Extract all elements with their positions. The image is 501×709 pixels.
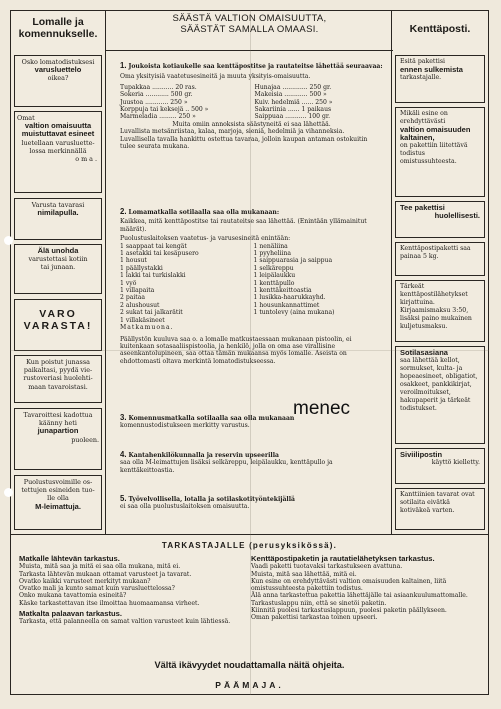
kit-item: 1 saippuarasia ja saippua (253, 257, 333, 265)
section-4 (120, 451, 383, 474)
item-right: Kuiv. hedelmiä ...... 250 » (254, 98, 333, 106)
right-header (395, 14, 485, 50)
item-left: Marmeladia ......... 250 » (120, 113, 196, 121)
left-box-8-line: lle olla (47, 494, 69, 503)
section-4-number: 4. (120, 450, 127, 459)
punch-hole (4, 488, 13, 497)
left-header-line2: komennukselle. (18, 28, 98, 40)
right-box-3 (395, 201, 485, 238)
left-box-6-line: maan tavaroistasi. (28, 382, 88, 391)
section-2-list-right (254, 243, 384, 332)
motto: Vältä ikävyydet noudattamalla näitä ohjeita. (154, 660, 345, 670)
section-2-title: Lomamatkalla sotilaalla saa olla mukanaan: (128, 209, 280, 216)
signature: PÄÄMAJA. (215, 680, 284, 690)
section-1-title: Joukoista kotiaukelle saa kenttäpostitse ja rautateitse lähettää seuraavaa: (128, 63, 383, 70)
section-2 (120, 208, 383, 365)
left-header (14, 14, 102, 50)
right-box-6-line: saa lähettää kellot, sormukset, kulta- ja hopeaesineet, obligatiot, osakkeet, pankkikirjat, veroilmoitukset, hakupaperit ja tärkeät todistukset. (400, 357, 478, 412)
left-column (11, 11, 106, 534)
section-5-title: Työvelvollisella, lotalla ja sotilaskotityöntekijällä (128, 496, 295, 503)
section-4-title: Kantahenkilökunnalla ja reservin upseerilla (128, 452, 279, 459)
inspector-right (251, 555, 483, 622)
left-box-8 (14, 475, 102, 530)
right-box-6 (395, 346, 485, 444)
return-check-line: Tarkasta, että palanneella on samat valtion varusteet kuin lähtiessä. (19, 618, 231, 626)
departure-check-line: Tarkasta lähtevän mukaan ottamat varusteet ja tavarat. (19, 570, 192, 578)
right-box-2-line: on pakettiin liitettävä todistus omistussuhteesta. (400, 142, 468, 165)
left-box-6-line: paikaltasi, pyydä vie- (23, 366, 93, 375)
departure-check-line: Ovatko mali ja kunto samat kuin varusluettelossa? (19, 585, 175, 593)
section-1-allowed-1: Luvallista metsänriistaa, kalaa, marjoja, sieniä, hedelmiä ja vihanneksia. (120, 128, 345, 136)
kit-item: 1 villakäsineet (120, 316, 165, 324)
item-right: Hunajaa ............. 250 gr. (254, 83, 332, 91)
left-box-4-line: Älä unohda (37, 246, 79, 255)
left-box-4-line: varustettasi kotiin (28, 255, 88, 264)
right-box-8 (395, 488, 485, 530)
right-box-1-line: ennen sulkemista (400, 65, 463, 74)
kit-item: 1 pyyheliina (253, 250, 292, 258)
right-box-1-line: tarkastajalle. (400, 74, 442, 81)
inspector-left (19, 555, 244, 626)
right-box-1-line: Esitä pakettisi (400, 58, 445, 65)
right-box-4-line: Kenttäpostipaketti saa (400, 245, 471, 252)
fold-crease-vertical (250, 10, 251, 695)
right-box-3-line: Tee pakettisi (400, 203, 445, 212)
kit-item: 1 asetakki tai kesäpusero (120, 250, 199, 258)
left-box-1-line: varusluettelo (34, 65, 82, 75)
section-5 (120, 495, 383, 511)
left-header-line1: Lomalle ja (32, 16, 84, 28)
section-2-list-left (120, 243, 250, 332)
left-box-8-line: tettujen esineiden tuo- (21, 486, 95, 495)
left-box-2-line: luetellaan varusluette- (21, 138, 95, 147)
kit-item: 1 tuntolevy (aina mukana) (253, 309, 335, 317)
right-box-7-line: Siviilipostin (400, 450, 443, 459)
item-left: Korppuja tai keksejä .. 500 » (120, 106, 209, 114)
right-box-7-line: käyttö kielletty. (431, 459, 480, 466)
left-box-3-line: Varusta tavarasi (31, 201, 85, 209)
departure-check-heading: Matkalle lähtevän tarkastus. (19, 554, 120, 563)
right-header-text: Kenttäposti. (409, 23, 471, 35)
left-box-7 (14, 408, 102, 470)
left-box-4 (14, 244, 102, 294)
section-1-items (120, 84, 383, 121)
section-2-note: Päällystön kuuluva saa o. a lomalle matkustaessaan mukanaan pistoolin, ei kuitenkaan sotasaaliispistoolia, ja henkilö, jolla on oma ase virallisine aseenkantolupineen, saa ottaa tämän mukaansa myös lomalle. Aseista on ehdottomasti oltava merkintä lomatodistukseessa. (120, 335, 352, 365)
section-2-intro: Kaikkea, mitä kenttäpostitse tai rautateitse saa lähettää. (Enintään yllämainitut määrät). (120, 218, 367, 233)
left-box-6-line: Kun poistut junassa (26, 358, 90, 366)
right-box-7 (395, 448, 485, 484)
left-box-8-line: Puolustusvoimille os- (23, 478, 93, 486)
right-box-4 (395, 242, 485, 276)
kit-item: 1 kenttäpullo (253, 279, 295, 287)
center-title-line1: SÄÄSTÄ VALTION OMAISUUTTA, (172, 13, 327, 24)
item-left: Tupakkaa ........... 20 ras. (120, 83, 197, 91)
inspector-title: TARKASTAJALLE (perusyksikössä). (161, 541, 338, 550)
kit-item: 1 villapaita (120, 287, 155, 295)
right-box-5 (395, 280, 485, 342)
section-5-number: 5. (120, 494, 127, 503)
kit-item: Matkamuona. (120, 324, 174, 332)
parcel-check-heading: Kenttäpostipaketin ja rautatielähetyksen tarkastus. (251, 554, 435, 563)
kit-item: 1 vyö (120, 279, 137, 287)
left-box-4-line: tai junaan. (40, 263, 76, 272)
left-box-8-line: M-leimattuja. (35, 501, 81, 511)
kit-item: 2 paitaa (120, 294, 146, 302)
right-box-2-line: Mikäli esine on erehdyttävästi (400, 110, 448, 125)
parcel-check-line: Kiinnitä puolesi tarkastuslappuun, puolesi paketin päällykseen. (251, 607, 447, 615)
left-box-1-line: Osko lomatodistuksesi (21, 58, 95, 66)
departure-check-line: Onko mukana tavattomia esineitä? (19, 592, 127, 600)
parcel-check-line: Muista, mitä saa lähettää, mitä ei. (251, 570, 357, 578)
right-box-2-line: valtion omaisuuden kaltainen, (400, 125, 471, 142)
item-left: Sokeria ............ 500 gr. (120, 91, 193, 99)
section-3-text: komennustodistukseen merkitty varustus. (120, 422, 250, 430)
item-left: Juustoa ............ 250 » (120, 98, 188, 106)
left-box-2-line: oma. (75, 155, 99, 164)
left-box-5-line: VARO (39, 308, 77, 320)
section-3-title: Komennusmatkalla sotilaalla saa olla mukanaan (128, 415, 295, 422)
left-box-2 (14, 111, 102, 193)
right-box-6-line: Sotilasasiana (400, 348, 448, 357)
left-box-7-line: puoleen. (71, 435, 99, 444)
section-1-note: Muita omiin annoksista säästyneitä ei saa lähettää. (172, 120, 331, 128)
section-3-number: 3. (120, 413, 127, 422)
kit-item: 1 nenäliina (253, 242, 288, 250)
parcel-check-line: Älä anna tarkastettua pakettia lähettäjälle tai asiaankuulumattomalle. (251, 592, 468, 600)
departure-check-line: Muista, mitä saa ja mitä ei saa olla mukana, mitä ei. (19, 563, 181, 571)
left-box-5-line: VARASTA! (23, 320, 93, 332)
fold-crease-horizontal (10, 350, 489, 351)
departure-check-line: Ovatko kaikki varusteet merkityt mukaan? (19, 577, 151, 585)
return-check-heading: Matkalta palaavan tarkastus. (19, 609, 122, 619)
kit-item: 2 sukat tai jalkarätit (120, 309, 183, 317)
section-2-list-title: Puolustuslaitoksen vaatetus- ja varusesineitä enintään: (120, 235, 291, 243)
right-box-2 (395, 107, 485, 197)
left-box-3-line: nimilapulla. (37, 208, 79, 218)
left-box-6 (14, 355, 102, 403)
right-box-8-line: Kanttiinien tavarat ovat sotilaita eivätkä kotiväkeä varten. (400, 491, 475, 514)
right-box-3-line: huolellisesti. (434, 211, 480, 220)
right-column (391, 11, 488, 534)
kit-item: 1 housut (120, 257, 147, 265)
kit-item: 1 housunkannattimet (253, 301, 320, 309)
left-box-7-line: käänny heti (39, 419, 77, 428)
center-title-line2: SÄÄSTÄT SAMALLA OMAASI. (180, 24, 319, 35)
departure-check-line: Käske tarkastettavan itse ilmoittaa huomaamansa virheet. (19, 599, 200, 607)
right-box-4-line: painaa 5 kg. (400, 253, 439, 260)
kit-item: 1 lakki tai turkislakki (120, 272, 186, 280)
left-box-7-line: Tavaroittesi kadottua (23, 411, 93, 419)
left-box-3 (14, 198, 102, 240)
left-box-7-line: junapartion (37, 426, 79, 436)
section-1 (120, 62, 383, 150)
kit-item: 1 leipälaukku (253, 272, 296, 280)
section-1-allowed-2: Luvallisella tavalla hankittu ostettua tavaraa, jolloin kaupan antaman ostokuitin tulee seurata mukana. (120, 135, 368, 151)
kit-item: 1 kenttäkeittoastia (253, 287, 312, 295)
section-2-number: 2. (120, 207, 127, 216)
punch-hole (4, 236, 13, 245)
parcel-check-line: Oman pakettisi tarkastaa toinen upseeri. (251, 614, 378, 622)
section-1-number: 1. (120, 61, 127, 70)
section-5-text: ei saa olla puolustuslaitoksen omaisuutta. (120, 503, 250, 511)
kit-item: 2 alushousut (120, 301, 160, 309)
right-box-1 (395, 55, 485, 103)
section-4-text: saa olla M-leimattujen lisäksi selkäreppu, leipälaukku, kenttäpullo ja kenttäkeittoastia. (120, 459, 333, 474)
right-box-5-line: Tärkeät kenttäpostilähetykset kirjattuina. Kirjaamismaksu 3:50, lisäksi paino mukainen kuljetusmaksu. (400, 283, 472, 330)
section-2-lists (120, 243, 383, 332)
watermark: menec (293, 398, 351, 419)
left-box-2-line: lossa merkinnällä (29, 146, 87, 155)
left-box-2-line: muistuttavat esineet (21, 129, 95, 139)
item-right: Sakariinia ...... 1 paikaus (254, 106, 332, 114)
parcel-check-line: Kun esine on erehdyttävästi valtion omaisuuden kaltainen, liitä omistussuhteesta pakettiin todistus. (251, 577, 447, 593)
left-box-5 (14, 299, 102, 351)
item-right: Makeisia ............ 500 » (254, 91, 327, 99)
left-box-1-line: oikea? (47, 74, 69, 83)
kit-item: 1 päällystakki (120, 264, 163, 272)
left-box-2-line: Omat (17, 114, 35, 122)
kit-item: 1 lusikka-haarukkayhd. (253, 294, 326, 302)
left-box-6-line: rustoveriasi huolehti- (23, 374, 93, 383)
left-box-1 (14, 55, 102, 107)
left-box-2-line: valtion omaisuutta (24, 121, 92, 131)
parcel-check-line: Tarkastuslappu niin, että se sinetöi paketin. (251, 599, 387, 607)
parcel-check-line: Vaadi paketti tuotavaksi tarkastukseen avattuna. (251, 563, 403, 571)
item-right: Saippuaa ........... 100 gr. (254, 113, 331, 121)
section-1-intro: Oma yksityisiä vaatetusesineitä ja muuta yksityis-omaisuutta. (120, 73, 311, 81)
kit-item: 1 selkäreppu (253, 264, 294, 272)
kit-item: 1 saappaat tai kengät (120, 242, 187, 250)
